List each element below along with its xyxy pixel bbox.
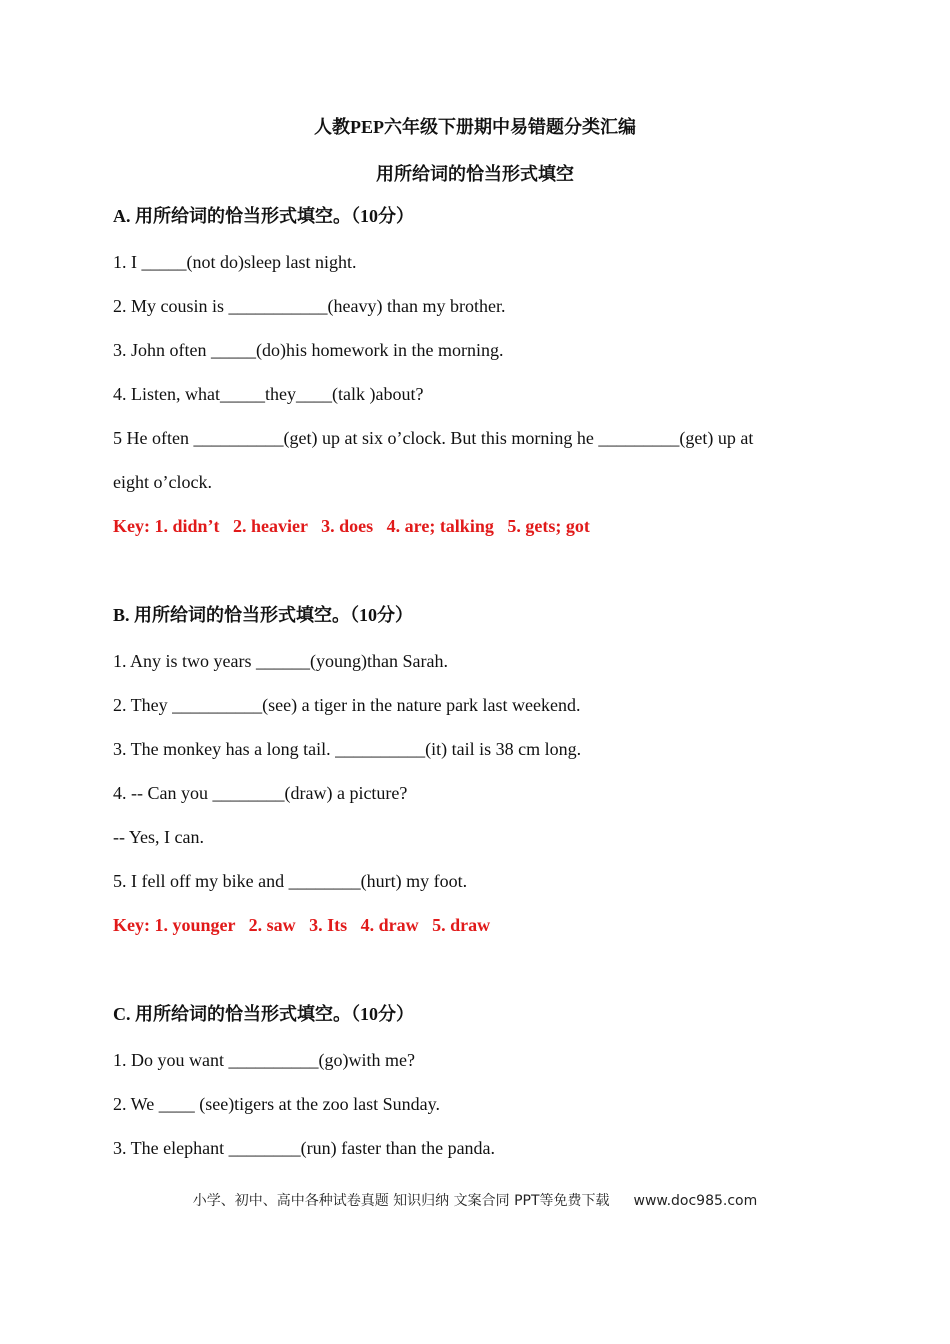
section-a-question-1: 1. I _____(not do)sleep last night. <box>113 252 357 272</box>
section-b-heading: B. 用所给词的恰当形式填空。（10分） <box>113 605 414 625</box>
section-c-question-2: 2. We ____ (see)tigers at the zoo last Sunday. <box>113 1094 440 1114</box>
section-a-question-2: 2. My cousin is ___________(heavy) than my brother. <box>113 296 506 316</box>
section-b-answer-key: Key: 1. younger 2. saw 3. Its 4. draw 5. draw <box>113 915 491 935</box>
section-a-question-5-cont: eight o’clock. <box>113 472 212 492</box>
document-title: 人教PEP六年级下册期中易错题分类汇编 <box>314 117 636 137</box>
section-a-question-4: 4. Listen, what_____they____(talk )about? <box>113 384 424 404</box>
page-footer <box>0 1190 950 1210</box>
section-c-heading: C. 用所给词的恰当形式填空。（10分） <box>113 1004 414 1024</box>
section-a-heading: A. 用所给词的恰当形式填空。（10分） <box>113 206 414 226</box>
section-b-question-4: 4. -- Can you ________(draw) a picture? <box>113 783 408 803</box>
section-c-question-3: 3. The elephant ________(run) faster than the panda. <box>113 1138 496 1158</box>
document-subtitle: 用所给词的恰当形式填空 <box>376 164 574 184</box>
section-b-question-2: 2. They __________(see) a tiger in the nature park last weekend. <box>113 695 581 715</box>
section-b-question-3: 3. The monkey has a long tail. __________(it) tail is 38 cm long. <box>113 739 582 759</box>
footer-text: 小学、初中、高中各种试卷真题 知识归纳 文案合同 PPT等免费下载 <box>192 1193 610 1209</box>
section-b-question-1: 1. Any is two years ______(young)than Sarah. <box>113 651 448 671</box>
section-a-question-3: 3. John often _____(do)his homework in the morning. <box>113 340 504 360</box>
section-b-question-5: 5. I fell off my bike and ________(hurt) my foot. <box>113 871 468 891</box>
section-a-answer-key: Key: 1. didn’t 2. heavier 3. does 4. are; talking 5. gets; got <box>113 516 590 536</box>
section-b-question-4-reply: -- Yes, I can. <box>113 827 204 847</box>
footer-url[interactable]: www.doc985.com <box>633 1193 758 1209</box>
section-a-question-5: 5 He often __________(get) up at six o’clock. But this morning he _________(get) up at <box>113 428 754 448</box>
section-c-question-1: 1. Do you want __________(go)with me? <box>113 1050 415 1070</box>
